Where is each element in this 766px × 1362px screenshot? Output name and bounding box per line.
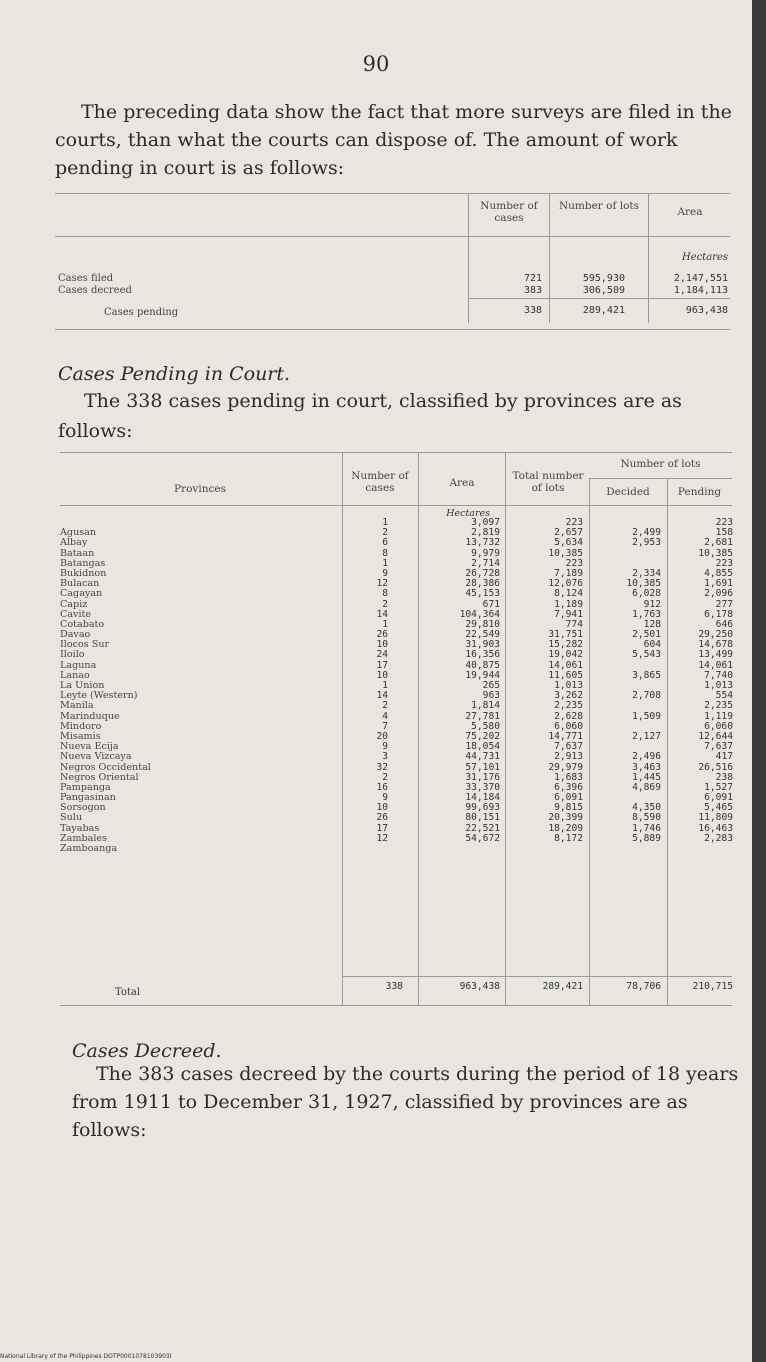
- province-total-lots: 20,399: [548, 812, 583, 824]
- province-decided: 3,865: [632, 669, 661, 681]
- area-unit: Hectares: [446, 508, 490, 519]
- case-count: 9: [382, 792, 388, 804]
- province-decided: 2,501: [632, 629, 661, 641]
- province-decided: 604: [643, 639, 661, 651]
- province-name: Davao: [60, 629, 91, 641]
- province-decided: 4,869: [632, 781, 661, 793]
- case-count: 10: [376, 669, 388, 681]
- province-pending: 7,637: [704, 741, 733, 753]
- case-count: 12: [376, 832, 388, 844]
- case-count: 1: [382, 517, 388, 528]
- case-count: 14: [376, 690, 388, 702]
- area-unit: Hectares: [681, 252, 728, 263]
- province-pending: 2,235: [704, 700, 733, 712]
- case-count: 16: [376, 781, 388, 793]
- header-number-of-lots: Number of lots: [558, 200, 640, 212]
- province-name: Leyte (Western): [60, 690, 138, 702]
- section-title-cases-pending: Cases Pending in Court.: [58, 363, 291, 385]
- header-decided: Decided: [606, 486, 650, 498]
- case-count: 26: [376, 629, 388, 641]
- section-paragraph-cases-decreed: The 383 cases decreed by the courts during the period of 18 years from 1911 to December 31, 1927, classified by provinces are as follows:: [72, 1063, 739, 1141]
- province-decided: 2,334: [632, 567, 661, 579]
- case-count: 24: [376, 649, 388, 661]
- province-pending: 1,691: [704, 578, 733, 590]
- province-decided: 4,350: [632, 802, 661, 814]
- intro-paragraph: The preceding data show the fact that more surveys are filed in the courts, than what the courts can dispose of. The amount of work pending in court is as follows:: [55, 101, 732, 179]
- province-decided: 2,496: [632, 751, 661, 763]
- province-decided: 2,127: [632, 730, 661, 742]
- province-area: 44,731: [465, 751, 500, 763]
- total-area: 963,438: [459, 981, 500, 992]
- province-name: Agusan: [60, 527, 97, 539]
- province-pending: 13,499: [698, 649, 733, 661]
- case-count: 3: [382, 751, 388, 763]
- province-name: Marinduque: [60, 710, 120, 722]
- province-pending: 11,809: [698, 812, 733, 824]
- province-pending: 12,644: [698, 730, 733, 742]
- header-pending: Pending: [677, 486, 722, 498]
- province-name: Cagayan: [60, 588, 103, 600]
- total-pending: 210,715: [692, 981, 733, 992]
- province-name: Pangasinan: [60, 792, 116, 804]
- province-decided: 5,889: [632, 832, 661, 844]
- province-total-lots: 223: [565, 517, 583, 528]
- province-name: Sulu: [60, 812, 82, 824]
- province-area: 33,370: [465, 781, 500, 793]
- province-pending: 158: [715, 527, 733, 539]
- province-total-lots: 223: [565, 557, 583, 569]
- province-area: 99,693: [465, 802, 500, 814]
- province-name: Mindoro: [60, 720, 102, 732]
- province-area: 75,202: [465, 730, 500, 742]
- case-count: 26: [376, 812, 388, 824]
- province-area: 2,819: [471, 527, 500, 539]
- province-area: 22,549: [465, 629, 500, 641]
- province-name: Laguna: [60, 659, 97, 671]
- total-lots: 289,421: [542, 981, 583, 992]
- province-area: 963: [482, 690, 500, 702]
- province-pending: 7,740: [704, 669, 733, 681]
- province-name: Batangas: [60, 557, 106, 569]
- case-count: 8: [382, 588, 388, 600]
- case-count: 1: [382, 557, 388, 569]
- province-name: Sorsogon: [60, 802, 106, 814]
- province-name: Negros Occidental: [60, 761, 151, 773]
- province-decided: 2,953: [632, 537, 661, 549]
- province-pending: 29,250: [698, 629, 733, 641]
- header-provinces: Provinces: [174, 483, 226, 495]
- cases-decreed-lots: 306,509: [582, 285, 625, 296]
- province-area: 2,714: [471, 557, 500, 569]
- header-area: Area: [677, 206, 703, 218]
- province-pending: 277: [715, 598, 733, 610]
- cases-filed-count: 721: [523, 273, 542, 284]
- case-count: 8: [382, 547, 388, 559]
- province-area: 5,580: [471, 720, 500, 732]
- province-area: 54,672: [465, 832, 500, 844]
- province-total-lots: 8,124: [554, 588, 583, 600]
- province-name: La Union: [60, 680, 105, 691]
- case-count: 14: [376, 608, 388, 620]
- case-count: 2: [382, 527, 388, 539]
- province-pending: 2,096: [704, 588, 733, 600]
- province-total-lots: 10,385: [548, 547, 583, 559]
- province-decided: 2,499: [632, 527, 661, 539]
- province-area: 29,810: [465, 618, 500, 630]
- province-pending: 6,060: [704, 720, 733, 732]
- case-count: 20: [376, 730, 388, 742]
- province-area: 14,184: [465, 792, 500, 804]
- cases-filed-lots: 595,930: [582, 273, 625, 284]
- province-area: 26,728: [465, 567, 500, 579]
- province-decided: 2,708: [632, 690, 661, 702]
- province-pending: 5,465: [704, 802, 733, 814]
- province-area: 22,521: [465, 822, 500, 834]
- province-pending: 223: [715, 557, 733, 569]
- province-total-lots: 31,751: [548, 629, 583, 641]
- province-pending: 646: [715, 618, 733, 630]
- province-area: 31,903: [465, 639, 500, 651]
- province-pending: 2,681: [704, 537, 733, 549]
- province-pending: 6,178: [704, 608, 733, 620]
- province-name: Zamboanga: [60, 843, 118, 854]
- province-pending: 223: [715, 517, 733, 528]
- province-total-lots: 1,683: [554, 771, 583, 783]
- row-label-cases-filed: Cases filed: [58, 273, 114, 284]
- province-total-lots: 12,076: [548, 578, 583, 590]
- province-total-lots: 6,091: [554, 792, 583, 804]
- province-pending: 4,855: [704, 567, 733, 579]
- province-total-lots: 19,042: [548, 649, 583, 661]
- province-name: Tayabas: [60, 822, 100, 834]
- header-number-of-cases: Number of cases: [351, 470, 409, 494]
- province-decided: 6,028: [632, 588, 661, 600]
- province-pending: 1,119: [704, 710, 733, 722]
- province-area: 57,101: [465, 761, 500, 773]
- province-decided: 1,445: [632, 771, 661, 783]
- province-name: Capiz: [60, 598, 88, 610]
- cases-pending-count: 338: [523, 305, 542, 316]
- province-total-lots: 8,172: [554, 832, 583, 844]
- province-decided: 1,763: [632, 608, 661, 620]
- province-area: 3,097: [471, 517, 500, 528]
- province-total-lots: 18,209: [548, 822, 583, 834]
- province-total-lots: 14,771: [548, 730, 583, 742]
- cases-pending-area: 963,438: [685, 305, 728, 316]
- header-number-of-lots: Number of lots: [620, 458, 701, 470]
- province-area: 13,732: [465, 537, 500, 549]
- province-area: 18,054: [465, 741, 500, 753]
- province-name: Cotabato: [60, 618, 105, 630]
- province-area: 40,875: [465, 659, 500, 671]
- province-name: Bukidnon: [60, 567, 107, 579]
- case-count: 2: [382, 598, 388, 610]
- province-area: 671: [482, 598, 500, 610]
- cases-decreed-area: 1,184,113: [673, 285, 728, 296]
- province-total-lots: 14,061: [548, 659, 583, 671]
- cases-pending-lots: 289,421: [582, 305, 625, 316]
- province-total-lots: 1,189: [554, 598, 583, 610]
- province-area: 16,356: [465, 649, 500, 661]
- province-decided: 912: [643, 598, 661, 610]
- case-count: 17: [376, 822, 388, 834]
- cases-filed-area: 2,147,551: [673, 273, 728, 284]
- province-area: 80,151: [465, 812, 500, 824]
- province-total-lots: 2,628: [554, 710, 583, 722]
- province-decided: 1,746: [632, 822, 661, 834]
- province-pending: 6,091: [704, 792, 733, 804]
- province-decided: 8,590: [632, 812, 661, 824]
- case-count: 32: [376, 761, 388, 773]
- province-decided: 128: [643, 618, 661, 630]
- province-pending: 10,385: [698, 547, 733, 559]
- province-total-lots: 6,396: [554, 781, 583, 793]
- province-total-lots: 29,979: [548, 761, 583, 773]
- province-name: Iloilo: [60, 649, 85, 661]
- case-count: 2: [382, 700, 388, 712]
- case-count: 1: [382, 680, 388, 691]
- page-edge: [752, 0, 766, 1362]
- province-name: Nueva Vizcaya: [60, 751, 132, 763]
- province-pending: 16,463: [698, 822, 733, 834]
- province-total-lots: 3,262: [554, 690, 583, 702]
- province-name: Pampanga: [60, 781, 111, 793]
- province-pending: 26,516: [698, 761, 733, 773]
- province-pending: 1,527: [704, 781, 733, 793]
- province-area: 19,944: [465, 669, 500, 681]
- province-total-lots: 6,060: [554, 720, 583, 732]
- total-label: Total: [115, 987, 141, 998]
- table1-top-rule: [55, 193, 730, 194]
- section-title-cases-decreed: Cases Decreed.: [72, 1040, 222, 1062]
- case-count: 2: [382, 771, 388, 783]
- province-pending: 14,061: [698, 659, 733, 671]
- cases-decreed-count: 383: [523, 285, 542, 296]
- province-name: Albay: [60, 537, 88, 549]
- case-count: 12: [376, 578, 388, 590]
- footer-credit: National Library of the Philippines DOTP0001078103903I: [0, 1353, 172, 1360]
- province-total-lots: 2,657: [554, 527, 583, 539]
- province-decided: 5,543: [632, 649, 661, 661]
- province-total-lots: 15,282: [548, 639, 583, 651]
- row-label-cases-decreed: Cases decreed: [58, 285, 132, 296]
- province-decided: 10,385: [626, 578, 661, 590]
- province-total-lots: 2,235: [554, 700, 583, 712]
- province-total-lots: 9,815: [554, 802, 583, 814]
- page-number: 90: [362, 52, 390, 76]
- province-pending: 238: [715, 771, 733, 783]
- province-name: Bataan: [60, 547, 95, 559]
- province-name: Lanao: [60, 669, 90, 681]
- province-area: 45,153: [465, 588, 500, 600]
- case-count: 1: [382, 618, 388, 630]
- case-count: 9: [382, 567, 388, 579]
- header-area: Area: [449, 477, 475, 489]
- province-total-lots: 11,605: [548, 669, 583, 681]
- section-paragraph-cases-pending: The 338 cases pending in court, classified by provinces are as follows:: [58, 390, 682, 442]
- province-total-lots: 2,913: [554, 751, 583, 763]
- province-pending: 1,013: [704, 680, 733, 691]
- province-name: Bulacan: [60, 578, 100, 590]
- province-total-lots: 7,189: [554, 567, 583, 579]
- province-name: Misamis: [60, 730, 101, 742]
- case-count: 10: [376, 802, 388, 814]
- province-area: 28,386: [465, 578, 500, 590]
- province-name: Negros Oriental: [60, 771, 139, 783]
- province-area: 104,364: [459, 608, 500, 620]
- total-decided: 78,706: [626, 981, 661, 992]
- province-total-lots: 7,941: [554, 608, 583, 620]
- province-decided: 1,509: [632, 710, 661, 722]
- province-name: Ilocos Sur: [60, 639, 110, 651]
- province-area: 27,781: [465, 710, 500, 722]
- case-count: 10: [376, 639, 388, 651]
- province-pending: 2,283: [704, 832, 733, 844]
- province-area: 9,979: [471, 547, 500, 559]
- province-total-lots: 1,013: [554, 680, 583, 691]
- province-name: Manila: [60, 700, 94, 712]
- province-pending: 417: [715, 751, 733, 763]
- province-area: 265: [482, 680, 500, 691]
- case-count: 9: [382, 741, 388, 753]
- province-area: 1,814: [471, 700, 500, 712]
- case-count: 7: [382, 720, 388, 732]
- case-count: 6: [382, 537, 388, 549]
- header-number-of-cases: Number of cases: [480, 200, 538, 224]
- province-decided: 3,463: [632, 761, 661, 773]
- province-pending: 554: [715, 690, 733, 702]
- case-count: 4: [382, 710, 388, 722]
- province-total-lots: 774: [565, 618, 583, 630]
- case-count: 17: [376, 659, 388, 671]
- province-total-lots: 5,634: [554, 537, 583, 549]
- province-name: Zambales: [60, 832, 108, 844]
- province-total-lots: 7,637: [554, 741, 583, 753]
- province-area: 31,176: [465, 771, 500, 783]
- header-total-lots: Total number of lots: [512, 470, 584, 494]
- province-name: Nueva Ecija: [60, 741, 119, 753]
- row-label-cases-pending: Cases pending: [104, 307, 179, 318]
- province-pending: 14,678: [698, 639, 733, 651]
- total-cases: 338: [385, 981, 403, 992]
- province-name: Cavite: [60, 608, 92, 620]
